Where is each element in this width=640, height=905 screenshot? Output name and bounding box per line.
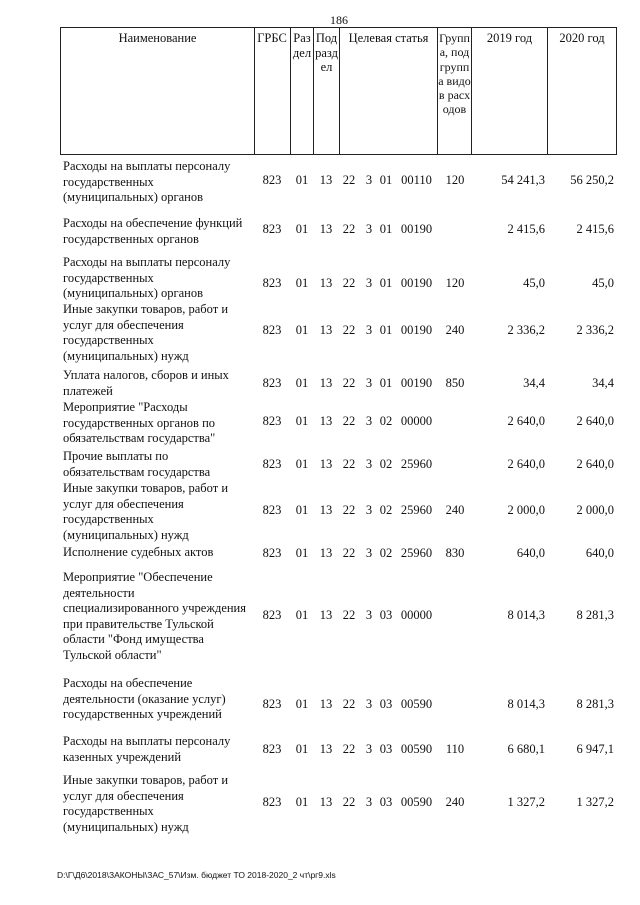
cell-podrazdel: 13: [319, 222, 333, 236]
cell-target-4: 00000: [400, 414, 433, 428]
cell-grbs: 823: [262, 546, 282, 560]
cell-2020: 8 281,3: [576, 697, 614, 711]
cell-group: 120: [445, 173, 465, 187]
cell-target-2: 3: [365, 414, 373, 428]
cell-grbs: 823: [262, 276, 282, 290]
cell-razdel: 01: [295, 323, 309, 337]
cell-target-2: 3: [365, 503, 373, 517]
cell-razdel: 01: [295, 414, 309, 428]
cell-target-2: 3: [365, 457, 373, 471]
header-vline: [471, 27, 472, 155]
header-grbs: ГРБС: [257, 31, 287, 45]
header-vline: [339, 27, 340, 155]
cell-razdel: 01: [295, 173, 309, 187]
cell-2019: 2 640,0: [507, 457, 545, 471]
cell-target-3: 03: [379, 795, 393, 809]
cell-target-1: 22: [342, 608, 356, 622]
cell-target-1: 22: [342, 457, 356, 471]
cell-group: 830: [445, 546, 465, 560]
cell-target-3: 03: [379, 608, 393, 622]
cell-name: Уплата налогов, сборов и иных платежей: [63, 368, 229, 398]
cell-target-1: 22: [342, 795, 356, 809]
cell-2020: 2 640,0: [576, 414, 614, 428]
cell-target-2: 3: [365, 173, 373, 187]
cell-name: Мероприятие "Обеспечение деятельности специализированного учреждения при правительстве Тульской области "Фонд имущества Тульской области": [63, 570, 246, 662]
cell-target-4: 00190: [400, 222, 433, 236]
cell-group: 240: [445, 503, 465, 517]
cell-target-4: 00190: [400, 276, 433, 290]
header-group: Группа, подгруппа видов расходов: [438, 31, 471, 117]
cell-grbs: 823: [262, 457, 282, 471]
cell-target-1: 22: [342, 546, 356, 560]
header-vline: [616, 27, 617, 155]
cell-razdel: 01: [295, 795, 309, 809]
cell-target-3: 01: [379, 276, 393, 290]
header-podrazdel: Подраздел: [315, 31, 338, 74]
cell-2020: 45,0: [592, 276, 614, 290]
cell-grbs: 823: [262, 414, 282, 428]
cell-group: 240: [445, 795, 465, 809]
cell-2020: 6 947,1: [576, 742, 614, 756]
cell-podrazdel: 13: [319, 457, 333, 471]
cell-target-3: 03: [379, 697, 393, 711]
cell-target-2: 3: [365, 276, 373, 290]
cell-target-1: 22: [342, 742, 356, 756]
cell-podrazdel: 13: [319, 276, 333, 290]
cell-target-2: 3: [365, 376, 373, 390]
cell-grbs: 823: [262, 323, 282, 337]
cell-name: Расходы на обеспечение деятельности (оказание услуг) государственных учреждений: [63, 676, 226, 721]
cell-2019: 6 680,1: [507, 742, 545, 756]
cell-2019: 8 014,3: [507, 608, 545, 622]
cell-grbs: 823: [262, 608, 282, 622]
cell-razdel: 01: [295, 276, 309, 290]
cell-name: Расходы на выплаты персоналу казенных учреждений: [63, 734, 231, 764]
cell-target-3: 01: [379, 173, 393, 187]
cell-name: Расходы на выплаты персоналу государственных (муниципальных) органов: [63, 255, 231, 300]
cell-2020: 2 415,6: [576, 222, 614, 236]
cell-2019: 45,0: [523, 276, 545, 290]
cell-target-3: 02: [379, 546, 393, 560]
cell-2020: 2 000,0: [576, 503, 614, 517]
cell-name: Иные закупки товаров, работ и услуг для обеспечения государственных (муниципальных) нужд: [63, 773, 229, 834]
cell-razdel: 01: [295, 503, 309, 517]
cell-target-2: 3: [365, 546, 373, 560]
cell-name: Мероприятие "Расходы государственных органов по обязательствам государства": [63, 400, 216, 445]
cell-target-2: 3: [365, 608, 373, 622]
cell-target-1: 22: [342, 414, 356, 428]
cell-target-4: 25960: [400, 546, 433, 560]
cell-target-4: 25960: [400, 503, 433, 517]
cell-razdel: 01: [295, 697, 309, 711]
cell-name: Расходы на выплаты персоналу государственных (муниципальных) органов: [63, 159, 231, 204]
cell-target-1: 22: [342, 323, 356, 337]
cell-razdel: 01: [295, 222, 309, 236]
file-path-footer: D:\Г\Д6\2018\ЗАКОНЫ\ЗАС_57\Изм. бюджет ТО 2018-2020_2 чт\рг9.xls: [57, 870, 336, 880]
cell-group: 120: [445, 276, 465, 290]
cell-target-1: 22: [342, 697, 356, 711]
cell-target-4: 00190: [400, 323, 433, 337]
cell-grbs: 823: [262, 795, 282, 809]
header-2019: 2019 год: [486, 31, 533, 45]
cell-razdel: 01: [295, 546, 309, 560]
cell-grbs: 823: [262, 697, 282, 711]
cell-grbs: 823: [262, 173, 282, 187]
cell-grbs: 823: [262, 503, 282, 517]
cell-podrazdel: 13: [319, 546, 333, 560]
cell-2019: 2 640,0: [507, 414, 545, 428]
cell-2019: 640,0: [516, 546, 545, 560]
cell-grbs: 823: [262, 222, 282, 236]
cell-2020: 640,0: [585, 546, 614, 560]
cell-target-4: 00590: [400, 742, 433, 756]
cell-target-3: 02: [379, 414, 393, 428]
header-vline: [60, 27, 61, 155]
cell-2019: 8 014,3: [507, 697, 545, 711]
cell-2020: 34,4: [592, 376, 614, 390]
cell-2019: 2 415,6: [507, 222, 545, 236]
header-target: Целевая статья: [348, 31, 429, 45]
cell-razdel: 01: [295, 742, 309, 756]
header-vline: [254, 27, 255, 155]
cell-2020: 8 281,3: [576, 608, 614, 622]
cell-2020: 2 336,2: [576, 323, 614, 337]
cell-2020: 2 640,0: [576, 457, 614, 471]
cell-target-2: 3: [365, 795, 373, 809]
cell-target-3: 02: [379, 503, 393, 517]
cell-2019: 2 000,0: [507, 503, 545, 517]
cell-target-3: 02: [379, 457, 393, 471]
cell-name: Расходы на обеспечение функций государственных органов: [63, 216, 243, 246]
cell-podrazdel: 13: [319, 503, 333, 517]
cell-2019: 1 327,2: [507, 795, 545, 809]
cell-podrazdel: 13: [319, 173, 333, 187]
cell-target-2: 3: [365, 222, 373, 236]
cell-2020: 1 327,2: [576, 795, 614, 809]
header-name: Наименование: [118, 31, 197, 45]
cell-group: 110: [445, 742, 465, 756]
cell-target-4: 00190: [400, 376, 433, 390]
cell-podrazdel: 13: [319, 608, 333, 622]
cell-target-4: 00110: [401, 173, 432, 187]
cell-2019: 34,4: [523, 376, 545, 390]
cell-target-1: 22: [342, 276, 356, 290]
header-2020: 2020 год: [559, 31, 605, 45]
cell-name: Иные закупки товаров, работ и услуг для обеспечения государственных (муниципальных) нужд: [63, 302, 229, 363]
cell-name: Прочие выплаты по обязательствам государства: [63, 449, 211, 479]
cell-target-1: 22: [342, 376, 356, 390]
cell-target-4: 00000: [400, 608, 433, 622]
cell-target-4: 00590: [400, 795, 433, 809]
cell-target-4: 00590: [400, 697, 433, 711]
cell-podrazdel: 13: [319, 697, 333, 711]
header-razdel: Раздел: [292, 31, 312, 60]
cell-target-3: 03: [379, 742, 393, 756]
header-vline: [547, 27, 548, 155]
cell-razdel: 01: [295, 376, 309, 390]
cell-2019: 2 336,2: [507, 323, 545, 337]
cell-target-2: 3: [365, 323, 373, 337]
cell-target-1: 22: [342, 222, 356, 236]
page-number: 186: [330, 13, 348, 27]
cell-target-3: 01: [379, 376, 393, 390]
cell-target-3: 01: [379, 323, 393, 337]
cell-podrazdel: 13: [319, 323, 333, 337]
cell-podrazdel: 13: [319, 795, 333, 809]
cell-name: Иные закупки товаров, работ и услуг для обеспечения государственных (муниципальных) нужд: [63, 481, 229, 542]
cell-target-2: 3: [365, 742, 373, 756]
cell-podrazdel: 13: [319, 742, 333, 756]
cell-group: 850: [445, 376, 465, 390]
cell-podrazdel: 13: [319, 414, 333, 428]
cell-2020: 56 250,2: [570, 173, 614, 187]
cell-2019: 54 241,3: [501, 173, 545, 187]
cell-target-4: 25960: [400, 457, 433, 471]
cell-target-2: 3: [365, 697, 373, 711]
cell-podrazdel: 13: [319, 376, 333, 390]
cell-grbs: 823: [262, 376, 282, 390]
cell-name: Исполнение судебных актов: [63, 545, 214, 559]
cell-group: 240: [445, 323, 465, 337]
cell-target-1: 22: [342, 173, 356, 187]
cell-target-3: 01: [379, 222, 393, 236]
cell-razdel: 01: [295, 457, 309, 471]
cell-target-1: 22: [342, 503, 356, 517]
cell-razdel: 01: [295, 608, 309, 622]
cell-grbs: 823: [262, 742, 282, 756]
